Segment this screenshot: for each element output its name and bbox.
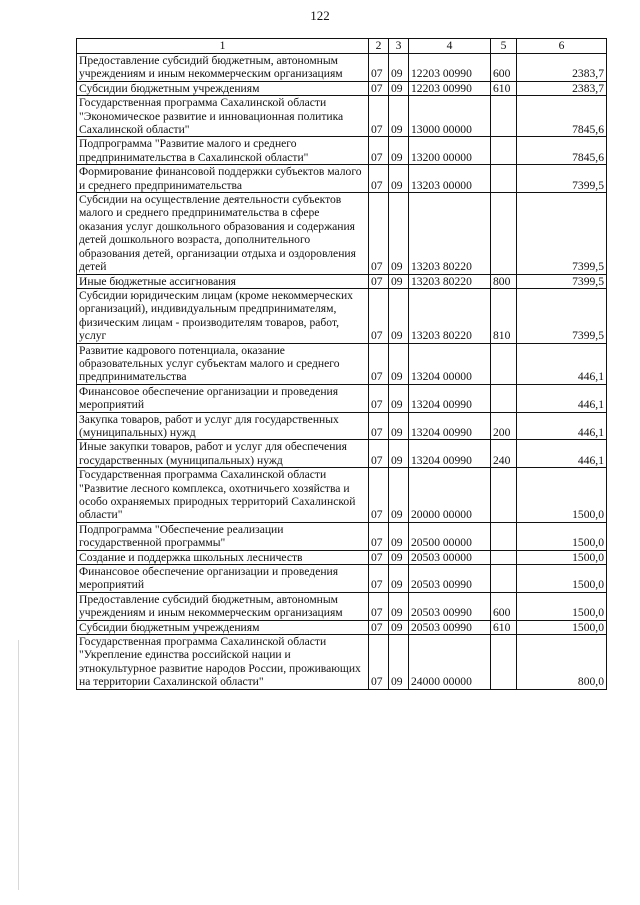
row-target-article-cell: 13203 80220 [409, 274, 491, 288]
row-name-cell: Предоставление субсидий бюджетным, автономным учреждениям и иным некоммерческим организациям [77, 592, 369, 620]
row-name-cell: Развитие кадрового потенциала, оказание образовательных услуг субъектам малого и среднего предпринимательства [77, 343, 369, 384]
row-subsection-cell: 09 [389, 81, 409, 95]
row-target-article-cell: 20503 00990 [409, 620, 491, 634]
row-subsection-cell: 09 [389, 165, 409, 193]
row-expense-type-cell: 610 [491, 81, 517, 95]
table-row [77, 620, 607, 634]
row-target-article-cell: 20500 00000 [409, 522, 491, 550]
row-expense-type-cell [491, 565, 517, 593]
row-expense-type-cell: 240 [491, 440, 517, 468]
row-target-article-cell: 13204 00990 [409, 440, 491, 468]
table-row [77, 468, 607, 523]
row-subsection-cell: 09 [389, 193, 409, 274]
table-row [77, 384, 607, 412]
row-subsection-cell: 09 [389, 274, 409, 288]
row-section-cell: 07 [369, 440, 389, 468]
row-name-cell: Подпрограмма "Обеспечение реализации государственной программы" [77, 522, 369, 550]
row-subsection-cell: 09 [389, 54, 409, 82]
row-sum-cell: 446,1 [517, 412, 607, 440]
row-name-cell: Иные закупки товаров, работ и услуг для обеспечения государственных (муниципальных) нужд [77, 440, 369, 468]
row-subsection-cell: 09 [389, 635, 409, 690]
table-row [77, 565, 607, 593]
row-section-cell: 07 [369, 412, 389, 440]
row-target-article-cell: 13203 80220 [409, 288, 491, 343]
row-sum-cell: 1500,0 [517, 522, 607, 550]
row-sum-cell: 446,1 [517, 440, 607, 468]
row-subsection-cell: 09 [389, 343, 409, 384]
row-section-cell: 07 [369, 54, 389, 82]
row-subsection-cell: 09 [389, 468, 409, 523]
row-expense-type-cell: 610 [491, 620, 517, 634]
row-name-cell: Государственная программа Сахалинской области "Укрепление единства российской нации и этнокультурное развитие народов России, проживающих на территории Сахалинской области" [77, 635, 369, 690]
row-section-cell: 07 [369, 288, 389, 343]
row-expense-type-cell [491, 550, 517, 564]
row-sum-cell: 7399,5 [517, 165, 607, 193]
row-sum-cell: 446,1 [517, 343, 607, 384]
row-expense-type-cell [491, 165, 517, 193]
row-name-cell: Предоставление субсидий бюджетным, автономным учреждениям и иным некоммерческим организациям [77, 54, 369, 82]
row-target-article-cell: 13204 00990 [409, 384, 491, 412]
table-row [77, 343, 607, 384]
table-row [77, 54, 607, 82]
row-subsection-cell: 09 [389, 550, 409, 564]
row-name-cell: Субсидии бюджетным учреждениям [77, 620, 369, 634]
row-expense-type-cell: 810 [491, 288, 517, 343]
row-subsection-cell: 09 [389, 384, 409, 412]
row-subsection-cell: 09 [389, 440, 409, 468]
row-target-article-cell: 13203 80220 [409, 193, 491, 274]
row-expense-type-cell: 800 [491, 274, 517, 288]
table-row [77, 592, 607, 620]
row-name-cell: Формирование финансовой поддержки субъектов малого и среднего предпринимательства [77, 165, 369, 193]
row-target-article-cell: 20503 00000 [409, 550, 491, 564]
row-section-cell: 07 [369, 620, 389, 634]
budget-table [76, 38, 607, 690]
table-row [77, 635, 607, 690]
header-col-3: 3 [389, 39, 409, 54]
header-col-6: 6 [517, 39, 607, 54]
row-sum-cell: 446,1 [517, 384, 607, 412]
row-section-cell: 07 [369, 137, 389, 165]
table-row [77, 96, 607, 137]
row-subsection-cell: 09 [389, 412, 409, 440]
row-name-cell: Финансовое обеспечение организации и проведения мероприятий [77, 384, 369, 412]
row-section-cell: 07 [369, 193, 389, 274]
table-header-row [77, 39, 607, 54]
row-expense-type-cell [491, 384, 517, 412]
row-expense-type-cell [491, 96, 517, 137]
row-section-cell: 07 [369, 550, 389, 564]
table-row [77, 165, 607, 193]
row-sum-cell: 7845,6 [517, 137, 607, 165]
row-sum-cell: 1500,0 [517, 592, 607, 620]
row-section-cell: 07 [369, 592, 389, 620]
row-expense-type-cell [491, 193, 517, 274]
row-name-cell: Подпрограмма "Развитие малого и среднего предпринимательства в Сахалинской области" [77, 137, 369, 165]
row-target-article-cell: 13204 00990 [409, 412, 491, 440]
table-row [77, 550, 607, 564]
row-section-cell: 07 [369, 165, 389, 193]
row-sum-cell: 2383,7 [517, 54, 607, 82]
row-subsection-cell: 09 [389, 592, 409, 620]
row-subsection-cell: 09 [389, 96, 409, 137]
row-sum-cell: 2383,7 [517, 81, 607, 95]
scan-artifact-line [18, 640, 19, 890]
page-number: 122 [310, 8, 330, 23]
row-subsection-cell: 09 [389, 288, 409, 343]
row-name-cell: Субсидии бюджетным учреждениям [77, 81, 369, 95]
row-subsection-cell: 09 [389, 137, 409, 165]
row-expense-type-cell: 600 [491, 592, 517, 620]
row-target-article-cell: 20503 00990 [409, 592, 491, 620]
table-row [77, 288, 607, 343]
row-sum-cell: 1500,0 [517, 550, 607, 564]
row-expense-type-cell: 200 [491, 412, 517, 440]
header-col-5: 5 [491, 39, 517, 54]
row-subsection-cell: 09 [389, 522, 409, 550]
row-name-cell: Закупка товаров, работ и услуг для государственных (муниципальных) нужд [77, 412, 369, 440]
table-row [77, 412, 607, 440]
row-subsection-cell: 09 [389, 620, 409, 634]
row-sum-cell: 7845,6 [517, 96, 607, 137]
table-row [77, 440, 607, 468]
row-section-cell: 07 [369, 522, 389, 550]
row-section-cell: 07 [369, 81, 389, 95]
row-expense-type-cell [491, 522, 517, 550]
row-target-article-cell: 12203 00990 [409, 81, 491, 95]
row-section-cell: 07 [369, 635, 389, 690]
header-col-2: 2 [369, 39, 389, 54]
row-section-cell: 07 [369, 274, 389, 288]
row-name-cell: Создание и поддержка школьных лесничеств [77, 550, 369, 564]
row-name-cell: Государственная программа Сахалинской области "Экономическое развитие и инновационная политика Сахалинской области" [77, 96, 369, 137]
row-sum-cell: 7399,5 [517, 193, 607, 274]
row-subsection-cell: 09 [389, 565, 409, 593]
table-row [77, 193, 607, 274]
header-col-4: 4 [409, 39, 491, 54]
row-target-article-cell: 12203 00990 [409, 54, 491, 82]
row-sum-cell: 7399,5 [517, 288, 607, 343]
row-section-cell: 07 [369, 565, 389, 593]
row-name-cell: Государственная программа Сахалинской области "Развитие лесного комплекса, охотничьего хозяйства и особо охраняемых природных территорий Сахалинской области" [77, 468, 369, 523]
row-target-article-cell: 24000 00000 [409, 635, 491, 690]
row-name-cell: Финансовое обеспечение организации и проведения мероприятий [77, 565, 369, 593]
row-section-cell: 07 [369, 384, 389, 412]
row-sum-cell: 800,0 [517, 635, 607, 690]
row-sum-cell: 1500,0 [517, 565, 607, 593]
row-sum-cell: 1500,0 [517, 468, 607, 523]
row-section-cell: 07 [369, 468, 389, 523]
table-row [77, 137, 607, 165]
row-expense-type-cell [491, 137, 517, 165]
row-name-cell: Субсидии на осуществление деятельности субъектов малого и среднего предпринимательства в сфере оказания услуг дошкольного образования и содержания детей дошкольного возраста, дополнительного образования детей, организации отдыха и оздоровления детей [77, 193, 369, 274]
row-target-article-cell: 13203 00000 [409, 165, 491, 193]
table-row [77, 81, 607, 95]
row-expense-type-cell [491, 635, 517, 690]
row-target-article-cell: 20000 00000 [409, 468, 491, 523]
row-target-article-cell: 20503 00990 [409, 565, 491, 593]
row-sum-cell: 1500,0 [517, 620, 607, 634]
row-expense-type-cell: 600 [491, 54, 517, 82]
row-expense-type-cell [491, 468, 517, 523]
row-name-cell: Субсидии юридическим лицам (кроме некоммерческих организаций), индивидуальным предпринимателям, физическим лицам - производителям товаров, работ, услуг [77, 288, 369, 343]
row-section-cell: 07 [369, 96, 389, 137]
row-expense-type-cell [491, 343, 517, 384]
table-row [77, 522, 607, 550]
header-col-1: 1 [77, 39, 369, 54]
row-section-cell: 07 [369, 343, 389, 384]
row-name-cell: Иные бюджетные ассигнования [77, 274, 369, 288]
row-sum-cell: 7399,5 [517, 274, 607, 288]
row-target-article-cell: 13000 00000 [409, 96, 491, 137]
row-target-article-cell: 13204 00000 [409, 343, 491, 384]
table-row [77, 274, 607, 288]
row-target-article-cell: 13200 00000 [409, 137, 491, 165]
